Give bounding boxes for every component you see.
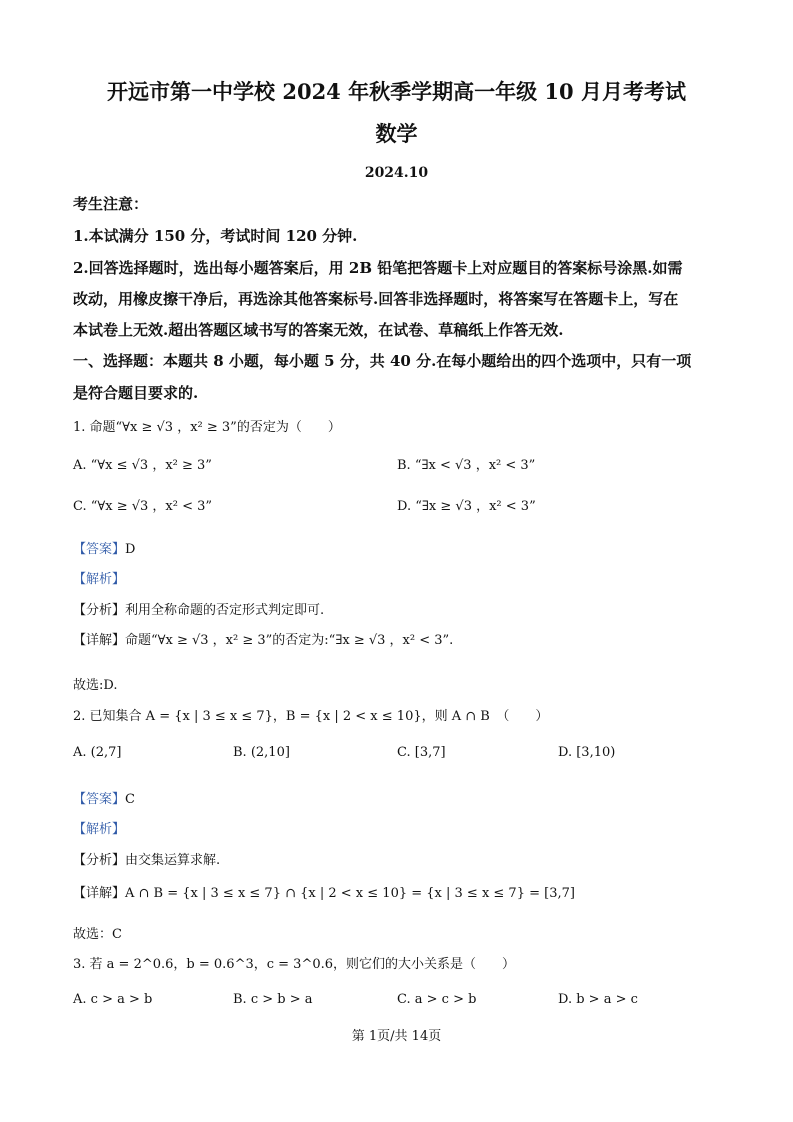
section-heading-line-1: 一、选择题：本题共 8 小题，每小题 5 分，共 40 分.在每小题给出的四个选项中，只有一项 [73,352,692,370]
q2-option-a: A. (2,7] [73,745,122,760]
q2-answer: C [125,792,135,807]
answer-tag: 【答案】 [73,542,126,557]
q2-analysis-tag: 【解析】 [73,822,126,837]
section-heading-line-2: 是符合题目要求的. [73,384,199,402]
q3-option-c: C. a > c > b [397,992,477,1007]
q1-fenxi-row [73,599,324,618]
q1-option-a: A. “∀x ≤ √3 ，x² ≥ 3” [73,458,212,473]
q2-stem: 2. 已知集合 A = {x | 3 ≤ x ≤ 7}，B = {x | 2 < x ≤ 10}，则 A ∩ B （ ） [73,709,549,724]
fenxi-tag: 【分析】 [73,853,126,868]
q1-stem: 1. 命题“∀x ≥ √3 ，x² ≥ 3”的否定为（ ） [73,420,341,435]
q1-analysis-tag: 【解析】 [73,572,126,587]
q2-fenxi-row [73,849,220,868]
exam-title: 开远市第一中学校 2024 年秋季学期高一年级 10 月月考考试 [107,79,686,104]
fenxi-tag: 【分析】 [73,603,126,618]
q2-option-b: B. (2,10] [233,745,290,760]
notice-item-2-line-2: 改动，用橡皮擦干净后，再选涂其他答案标号.回答非选择题时，将答案写在答题卡上，写在 [73,290,679,308]
q2-option-d: D. [3,10) [558,745,616,760]
q3-stem: 3. 若 a = 2^0.6，b = 0.6^3，c = 3^0.6，则它们的大小关系是（ ） [73,957,516,972]
q1-option-b: B. “∃x < √3 ，x² < 3” [397,458,536,473]
page-number: 第 1页/共 14页 [351,1029,442,1044]
notice-item-2-line-3: 本试卷上无效.超出答题区域书写的答案无效，在试卷、草稿纸上作答无效. [73,321,564,339]
q3-option-b: B. c > b > a [233,992,313,1007]
q1-option-c: C. “∀x ≥ √3 ，x² < 3” [73,499,213,514]
notice-heading: 考生注意： [73,195,149,213]
q2-fenxi: 由交集运算求解. [125,853,221,868]
detail-tag: 【详解】 [73,886,126,901]
q1-fenxi: 利用全称命题的否定形式判定即可. [125,603,325,618]
exam-date: 2024.10 [364,165,429,181]
q1-choice: 故选:D. [73,678,118,693]
q2-detail: A ∩ B = {x | 3 ≤ x ≤ 7} ∩ {x | 2 < x ≤ 10} = {x | 3 ≤ x ≤ 7} = [3,7] [125,886,575,901]
q1-detail: 命题“∀x ≥ √3 ，x² ≥ 3”的否定为:“∃x ≥ √3 ，x² < 3”. [125,633,454,648]
notice-item-2-line-1: 2.回答选择题时，选出每小题答案后，用 2B 铅笔把答题卡上对应题目的答案标号涂黑.如需 [73,259,683,277]
q2-detail-row [73,882,575,901]
q1-option-d: D. “∃x ≥ √3 ，x² < 3” [397,499,536,514]
detail-tag: 【详解】 [73,633,126,648]
q3-option-d: D. b > a > c [558,992,638,1007]
q2-answer-row [73,788,135,807]
q2-choice: 故选：C [73,927,122,942]
q1-answer: D [125,542,136,557]
q3-option-a: A. c > a > b [73,992,153,1007]
q1-answer-row [73,538,135,557]
q1-detail-row [73,629,453,648]
subject-title: 数学 [375,121,418,146]
notice-item-1: 1.本试满分 150 分，考试时间 120 分钟. [73,227,358,245]
answer-tag: 【答案】 [73,792,126,807]
q2-option-c: C. [3,7] [397,745,446,760]
